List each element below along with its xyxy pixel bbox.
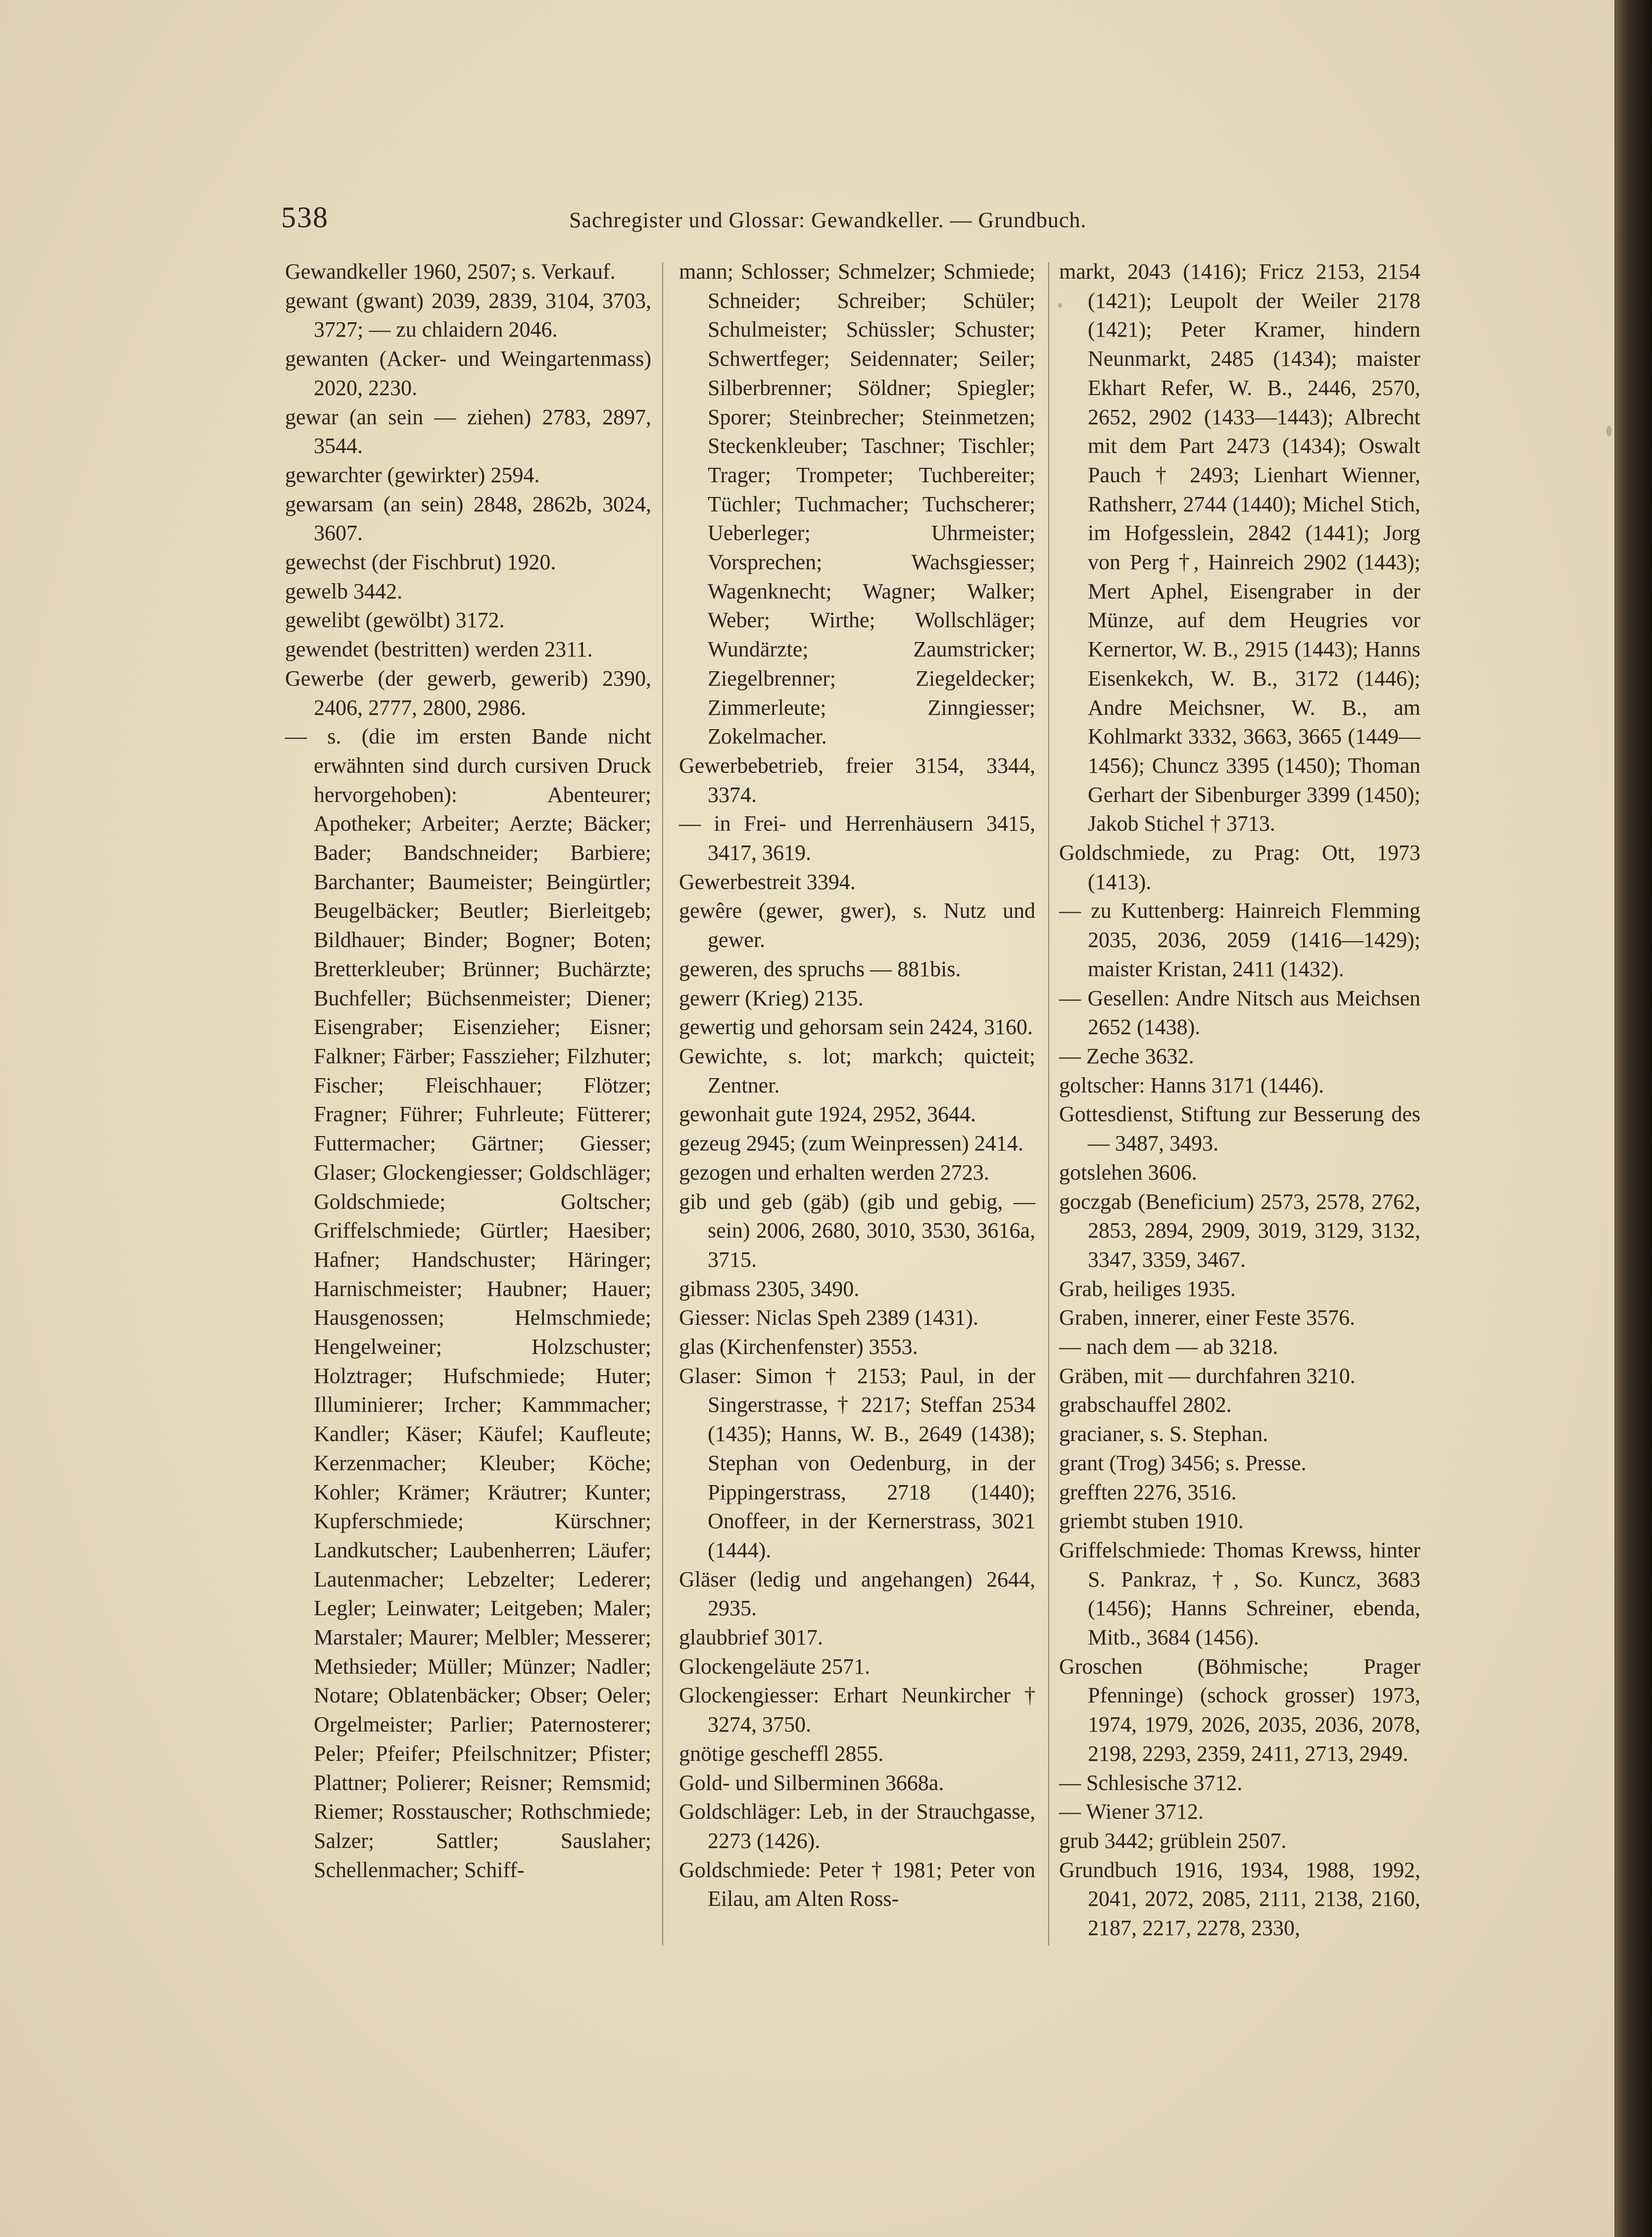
index-entry: — zu Kuttenberg: Hainreich Flemming 2035, 2036, 2059 (1416—1429); maister Kristan, 2411 (1432). (1059, 898, 1420, 981)
index-entry: Gewerbestreit 3394. (679, 869, 856, 894)
paper-speck (1058, 303, 1062, 308)
index-entry: Graben, innerer, einer Feste 3576. (1059, 1305, 1356, 1330)
index-entry: gotslehen 3606. (1059, 1160, 1197, 1185)
index-entry: gezeug 2945; (zum Weinpressen) 2414. (679, 1131, 1023, 1156)
index-entry: gewonhait gute 1924, 2952, 3644. (679, 1102, 976, 1127)
index-entry: Gold- und Silberminen 3668a. (679, 1770, 944, 1795)
column-divider-right (1048, 262, 1049, 1945)
index-entry: gewendet (bestritten) werden 2311. (285, 637, 593, 662)
index-entry: mann; Schlosser; Schmelzer; Schmiede; Schneider; Schreiber; Schüler; Schulmeister; Schüssler; Schuster; Schwertfeger; Seidennater; Seiler; Silberbrenner; Söldner; Spiegler; Sporer; Steinbrecher; Steinmetzen; Steckenkleuber; Taschner; Tischler; Trager; Trompeter; Tuchbereiter; Tüchler; Tuchmacher; Tuchscherer; Ueberleger; Uhrmeister; Vorsprechen; Wachsgiesser; Wagenknecht; Wagner; Walker; Weber; Wirthe; Wollschläger; Wundärzte; Zaumstricker; Ziegelbrenner; Ziegeldecker; Zimmerleute; Zinngiesser; Zokelmacher. (679, 259, 1035, 749)
index-entry: Giesser: Niclas Speh 2389 (1431). (679, 1305, 978, 1330)
page-number: 538 (281, 201, 329, 234)
index-entry: gewechst (der Fischbrut) 1920. (285, 550, 556, 575)
index-entry: goltscher: Hanns 3171 (1446). (1059, 1073, 1324, 1097)
index-entry: — nach dem — ab 3218. (1059, 1335, 1278, 1359)
index-entry: Gewerbebetrieb, freier 3154, 3344, 3374. (679, 753, 1035, 807)
index-entry: gewanten (Acker- und Weingartenmass) 2020, 2230. (285, 347, 651, 400)
index-entry: glas (Kirchenfenster) 3553. (679, 1335, 918, 1359)
index-entry: Gottesdienst, Stiftung zur Besserung des — 3487, 3493. (1059, 1102, 1420, 1156)
index-entry: Goldschläger: Leb, in der Strauchgasse, 2273 (1426). (679, 1799, 1035, 1853)
index-entry: Goldschmiede, zu Prag: Ott, 1973 (1413). (1059, 841, 1420, 894)
index-entry: grant (Trog) 3456; s. Presse. (1059, 1450, 1307, 1475)
index-entry: griembt stuben 1910. (1059, 1509, 1244, 1534)
index-entry: Glaser: Simon † 2153; Paul, in der Singerstrasse, † 2217; Steffan 2534 (1435); Hanns, W. B., 2649 (1438); Stephan von Oedenburg, in der Pippingerstrass, 2718 (1440); Onoffeer, in der Kernerstrass, 3021 (1444). (679, 1363, 1035, 1562)
index-entry: Grundbuch 1916, 1934, 1988, 1992, 2041, 2072, 2085, 2111, 2138, 2160, 2187, 2217, 2278, 2330, (1059, 1857, 1420, 1940)
index-column-left (285, 257, 651, 1885)
index-entry: Groschen (Böhmische; Prager Pfenninge) (schock grosser) 1973, 1974, 1979, 2026, 2035, 2036, 2078, 2198, 2293, 2359, 2411, 2713, 2949. (1059, 1654, 1420, 1766)
index-column-middle (679, 257, 1035, 1914)
index-entry: gewelb 3442. (285, 579, 403, 603)
index-entry: grub 3442; grüblein 2507. (1059, 1828, 1287, 1853)
column-divider-left (662, 262, 663, 1945)
index-entry: Gewichte, s. lot; markch; quicteit; Zentner. (679, 1044, 1035, 1097)
index-entry: gewant (gwant) 2039, 2839, 3104, 3703, 3727; — zu chlaidern 2046. (285, 288, 651, 342)
index-entry: grefften 2276, 3516. (1059, 1480, 1237, 1504)
index-entry: — s. (die im ersten Bande nicht erwähnten sind durch cursiven Druck hervorgehoben): Abenteurer; Apotheker; Arbeiter; Aerzte; Bäcker; Bader; Bandschneider; Barbiere; Barchanter; Baumeister; Beingürtler; Beugelbäcker; Beutler; Bierleitgeb; Bildhauer; Binder; Bogner; Boten; Bretterkleuber; Brünner; Buchärzte; Buchfeller; Büchsenmeister; Diener; Eisengraber; Eisenzieher; Eisner; Falkner; Färber; Fasszieher; Filzhuter; Fischer; Fleischhauer; Flötzer; Fragner; Führer; Fuhrleute; Fütterer; Futtermacher; Gärtner; Giesser; Glaser; Glockengiesser; Goldschläger; Goldschmiede; Goltscher; Griffelschmiede; Gürtler; Haesiber; Hafner; Handschuster; Häringer; Harnischmeister; Haubner; Hauer; Hausgenossen; Helmschmiede; Hengelweiner; Holzschuster; Holztrager; Hufschmiede; Huter; Illuminierer; Ircher; Kammmacher; Kandler; Käser; Käufel; Kaufleute; Kerzenmacher; Kleuber; Köche; Kohler; Krämer; Kräutrer; Kunter; Kupferschmiede; Kürschner; Landkutscher; Laubenherren; Läufer; Lautenmacher; Lebzelter; Lederer; Legler; Leinwater; Leitgeben; Maler; Marstaler; Maurer; Melbler; Messerer; Methsieder; Müller; Münzer; Nadler; Notare; Oblatenbäcker; Obser; Oeler; Orgelmeister; Parlier; Paternosterer; Peler; Pfeifer; Pfeilschnitzer; Pfister; Plattner; Polierer; Reisner; Remsmid; Riemer; Rosstauscher; Rothschmiede; Salzer; Sattler; Sauslaher; Schellenmacher; Schiff- (285, 724, 651, 1882)
index-entry: gib und geb (gäb) (gib und gebig, — sein) 2006, 2680, 3010, 3530, 3616a, 3715. (679, 1189, 1035, 1272)
index-entry: Gräben, mit — durchfahren 3210. (1059, 1363, 1356, 1388)
index-entry: gezogen und erhalten werden 2723. (679, 1160, 989, 1185)
running-head: Sachregister und Glossar: Gewandkeller. — Grundbuch. (569, 208, 1087, 232)
index-entry: — Wiener 3712. (1059, 1799, 1204, 1824)
index-entry: gewerr (Krieg) 2135. (679, 986, 864, 1010)
paper-speck (1606, 426, 1611, 437)
index-entry: Griffelschmiede: Thomas Krewss, hinter S. Pankraz, †, So. Kuncz, 3683 (1456); Hanns Schreiner, ebenda, Mitb., 3684 (1456). (1059, 1538, 1420, 1650)
index-entry: — Zeche 3632. (1059, 1044, 1194, 1068)
index-entry: gewêre (gewer, gwer), s. Nutz und gewer. (679, 898, 1035, 952)
index-entry: gracianer, s. S. Stephan. (1059, 1422, 1268, 1446)
index-entry: goczgab (Beneficium) 2573, 2578, 2762, 2853, 2894, 2909, 3019, 3129, 3132, 3347, 3359, 3467. (1059, 1189, 1420, 1272)
index-entry: — Gesellen: Andre Nitsch aus Meichsen 2652 (1438). (1059, 986, 1420, 1040)
index-entry: gewertig und gehorsam sein 2424, 3160. (679, 1015, 1033, 1040)
index-entry: Gewandkeller 1960, 2507; s. Verkauf. (285, 259, 616, 284)
index-entry: markt, 2043 (1416); Fricz 2153, 2154 (1421); Leupolt der Weiler 2178 (1421); Peter Kramer, hindern Neunmarkt, 2485 (1434); maister Ekhart Refer, W. B., 2446, 2570, 2652, 2902 (1433—1443); Albrecht mit dem Part 2473 (1434); Oswalt Pauch † 2493; Lienhart Wienner, Rathsherr, 2744 (1440); Michel Stich, im Hofgesslein, 2842 (1441); Jorg von Perg †, Hainreich 2902 (1443); Mert Aphel, Eisengraber in der Münze, auf dem Heugries vor Kernertor, W. B., 2915 (1443); Hanns Eisenkekch, W. B., 3172 (1446); Andre Meichsner, W. B., am Kohlmarkt 3332, 3663, 3665 (1449—1456); Chuncz 3395 (1450); Thoman Gerhart der Sibenburger 3399 (1450); Jakob Stichel † 3713. (1059, 259, 1420, 836)
index-entry: — in Frei- und Herrenhäusern 3415, 3417, 3619. (679, 811, 1035, 865)
page-edge-shadow (1614, 0, 1652, 2237)
index-entry: gewelibt (gewölbt) 3172. (285, 608, 505, 633)
index-entry: Goldschmiede: Peter † 1981; Peter von Eilau, am Alten Ross- (679, 1857, 1035, 1911)
index-entry: glaubbrief 3017. (679, 1625, 823, 1650)
page-header (281, 200, 1425, 245)
index-entry: gewarsam (an sein) 2848, 2862b, 3024, 3607. (285, 492, 651, 546)
index-entry: — Schlesische 3712. (1059, 1770, 1243, 1795)
index-entry: Gläser (ledig und angehangen) 2644, 2935. (679, 1567, 1035, 1621)
index-entry: Grab, heiliges 1935. (1059, 1276, 1236, 1301)
index-column-right (1059, 257, 1420, 1943)
index-entry: Gewerbe (der gewerb, gewerib) 2390, 2406, 2777, 2800, 2986. (285, 666, 651, 720)
index-entry: geweren, des spruchs — 881bis. (679, 956, 961, 981)
index-entry: gewar (an sein — ziehen) 2783, 2897, 3544. (285, 404, 651, 458)
index-entry: gnötige gescheffl 2855. (679, 1741, 884, 1766)
index-entry: Glockengeläute 2571. (679, 1654, 871, 1679)
index-entry: gibmass 2305, 3490. (679, 1276, 860, 1301)
index-entry: Glockengiesser: Erhart Neunkircher † 3274, 3750. (679, 1683, 1035, 1737)
index-entry: grabschauffel 2802. (1059, 1392, 1232, 1417)
index-entry: gewarchter (gewirkter) 2594. (285, 462, 540, 487)
